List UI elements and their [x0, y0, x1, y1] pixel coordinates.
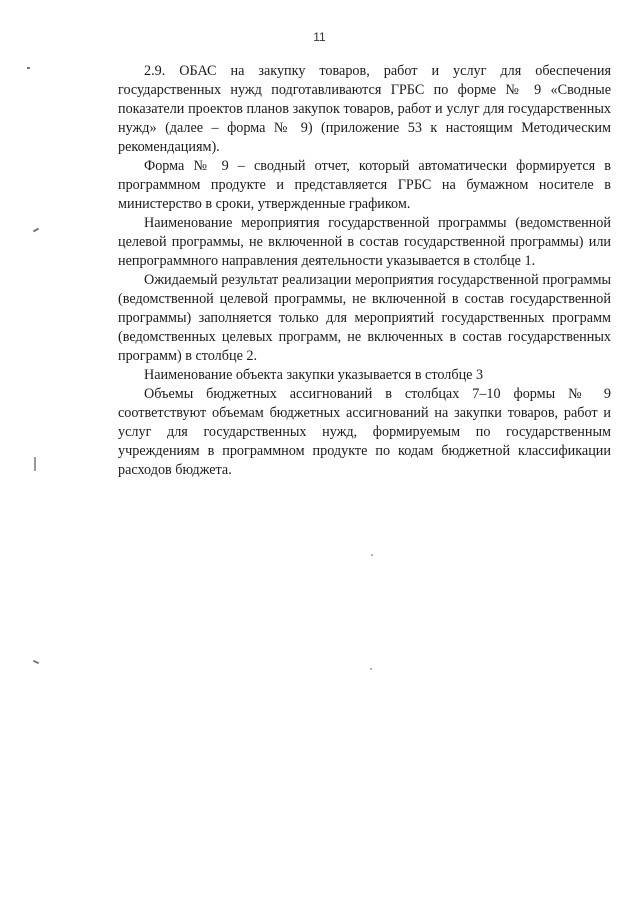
scan-dot — [371, 554, 373, 556]
paragraph-form-9: Форма № 9 – сводный отчет, который автоматически формируется в программном продукте и представляется ГРБС на бумажном носителе в министерство в сроки, утвержденные графиком. — [118, 158, 611, 212]
paragraph-columns-7-10: Объемы бюджетных ассигнований в столбцах 7–10 формы № 9 соответствуют объемам бюджетных ассигнований на закупки товаров, работ и услуг для государственных нужд, формируемым по государственным учреждениям в программном продукте по кодам бюджетной классификации расходов бюджета. — [118, 386, 611, 478]
paragraph-2-9: 2.9. ОБАС на закупку товаров, работ и услуг для обеспечения государственных нужд подготавливаются ГРБС по форме № 9 «Сводные показатели проектов планов закупок товаров, работ и услуг для государственных нужд» (далее – форма № 9) (приложение 53 к настоящим Методическим рекомендациям). — [118, 63, 611, 155]
page-number: 11 — [313, 30, 326, 44]
paragraph-column-3: Наименование объекта закупки указывается в столбце 3 — [144, 367, 484, 383]
body-text — [118, 62, 611, 480]
paragraph-column-2: Ожидаемый результат реализации мероприятия государственной программы (ведомственной целевой программы, не включенной в состав государственной программы) заполняется только для мероприятий государственных программ (ведомственных целевых программ, не включенных в состав государственных программ) в столбце 2. — [118, 272, 611, 364]
scan-mark — [33, 660, 39, 664]
scan-mark — [34, 457, 36, 471]
scan-dot — [370, 668, 372, 670]
paragraph-column-1: Наименование мероприятия государственной программы (ведомственной целевой программы, не включенной в состав государственной программы) или непрограммного направления деятельности указывается в столбце 1. — [118, 215, 611, 269]
scan-mark — [33, 228, 39, 233]
scan-mark — [27, 67, 30, 69]
